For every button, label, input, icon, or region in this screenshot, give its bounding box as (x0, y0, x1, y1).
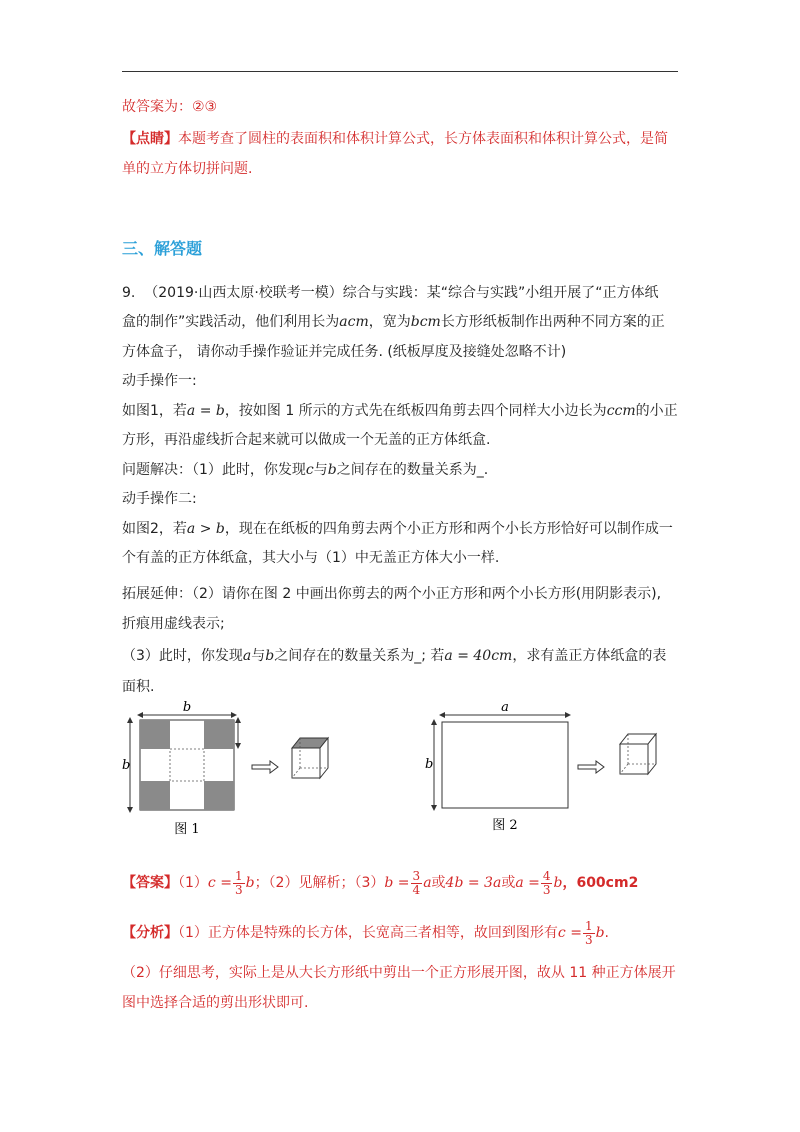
cut-corner (204, 781, 234, 810)
math-a-eq-40cm: a = 40cm (444, 648, 513, 664)
analysis-text: （1）正方体是特殊的长方体，长宽高三者相等，故回到图形有 (178, 925, 558, 941)
math-b: b (553, 875, 563, 891)
numerator: 4 (542, 868, 551, 883)
math-a-eq-b: a = b (186, 403, 225, 419)
section-title: 三、解答题 (122, 239, 203, 258)
math-a: a (423, 875, 432, 891)
answer-text: ；（2）见解析；（3） (254, 875, 385, 891)
arrow-right (252, 761, 278, 773)
answer-line (122, 868, 638, 898)
problem-line-9 (122, 518, 673, 540)
denominator: 3 (234, 882, 243, 897)
operation-1-heading: 动手操作一: (122, 373, 197, 389)
problem-text: 与 (313, 462, 328, 478)
problem-text: （3）此时，你发现 (122, 648, 243, 664)
problem-line-1 (122, 282, 659, 304)
math-b: b (245, 875, 255, 891)
board-rectangle (442, 722, 568, 808)
label-a: a (501, 700, 509, 715)
problem-text: 之间存在的数量关系为_; 若 (274, 648, 445, 664)
figure-2 (420, 700, 670, 840)
analysis-text: . (604, 925, 609, 941)
arrow-right (578, 761, 604, 773)
problem-text: 之间存在的数量关系为_. (336, 462, 489, 478)
denominator: 3 (584, 932, 593, 947)
problem-text: 如图2，若 (122, 521, 187, 537)
math-b: b (265, 648, 275, 664)
answer-text: （1） (178, 875, 208, 891)
answer-text: ，600cm2 (562, 875, 639, 891)
analysis-tag: 【分析】 (122, 925, 178, 941)
math-a-gt-b: a > b (186, 521, 225, 537)
operation-2-heading: 动手操作二: (122, 491, 197, 507)
problem-line-11: 拓展延伸：（2）请你在图 2 中画出你剪去的两个小正方形和两个小长方形(用阴影表示), (122, 586, 662, 602)
problem-source: （2019·山西太原·校联考一模）综合与实践：某“综合与实践”小组开展了“正方体纸 (144, 285, 659, 301)
label-b-top: b (182, 700, 192, 715)
problem-text: 与 (251, 648, 266, 664)
problem-line-3: 方体盒子， 请你动手操作验证并完成任务. (纸板厚度及接缝处忽略不计) (122, 344, 567, 360)
comment-line-1 (122, 128, 668, 150)
math-c-eq: c = (207, 875, 232, 891)
header-rule (122, 71, 678, 72)
problem-line-5 (122, 400, 678, 422)
problem-text: 长方形纸板制作出两种不同方案的正 (440, 314, 665, 330)
problem-text: ，宽为 (368, 314, 411, 330)
math-c: c (305, 462, 314, 478)
analysis-line-2: （2）仔细思考，实际上是从大长方形纸中剪出一个正方形展开图，故从 11 种正方体展开 (122, 965, 676, 981)
math-c-eq: c = (557, 925, 582, 941)
denominator: 4 (412, 882, 421, 897)
closed-cube (620, 734, 656, 774)
problem-text: ，现在在纸板的四角剪去两个小正方形和两个小长方形恰好可以制作成一 (224, 521, 673, 537)
comment-tag: 【点睛】 (122, 131, 178, 147)
label-b: b (425, 757, 434, 772)
problem-number: 9. (122, 285, 136, 301)
figure-1 (122, 700, 352, 840)
numerator: 1 (234, 868, 243, 883)
question-1 (122, 459, 488, 481)
cut-corner (140, 781, 170, 810)
math-a: a (242, 648, 252, 664)
math-ccm: ccm (606, 403, 636, 419)
math-b-eq: b = (384, 875, 410, 891)
problem-line-14: 面积. (122, 679, 155, 695)
math-acm: acm (339, 314, 369, 330)
cut-corner (204, 720, 234, 749)
comment-text-1: 本题考查了圆柱的表面积和体积计算公式，长方体表面积和体积计算公式，是简 (178, 131, 668, 147)
problem-line-13 (122, 645, 666, 667)
comment-line-2: 单的立方体切拼问题. (122, 161, 253, 177)
math-b: b (595, 925, 605, 941)
fraction-three-quarters (411, 870, 423, 897)
math-4b-eq-3a: 4b = 3a (445, 875, 502, 891)
figure-1-caption: 图 1 (174, 822, 200, 837)
problem-line-2 (122, 311, 665, 333)
answer-tag: 【答案】 (122, 875, 178, 891)
math-bcm: bcm (410, 314, 441, 330)
fraction-one-third (583, 920, 595, 947)
fraction-four-thirds (541, 870, 553, 897)
previous-answer: 故答案为：②③ (122, 99, 218, 115)
numerator: 1 (584, 918, 593, 933)
problem-text: ，求有盖正方体纸盒的表 (512, 648, 667, 664)
problem-text: ，按如图 1 所示的方式先在纸板四角剪去四个同样大小边长为 (224, 403, 607, 419)
math-a-eq: a = (515, 875, 540, 891)
answer-text: 或 (431, 875, 446, 891)
label-b-left: b (122, 758, 131, 773)
denominator: 3 (542, 882, 551, 897)
problem-line-6: 方形，再沿虚线折合起来就可以做成一个无盖的正方体纸盒. (122, 432, 491, 448)
analysis-line-1 (122, 918, 609, 948)
problem-line-12: 折痕用虚线表示; (122, 616, 225, 632)
open-cube (292, 738, 328, 778)
figure-2-caption: 图 2 (492, 818, 518, 833)
math-b: b (327, 462, 337, 478)
problem-text: 盒的制作”实践活动，他们利用长为 (122, 314, 340, 330)
answer-text: 或 (501, 875, 516, 891)
problem-text: 问题解决：（1）此时，你发现 (122, 462, 306, 478)
fraction-one-third (233, 870, 245, 897)
problem-text: 如图1，若 (122, 403, 187, 419)
analysis-line-3: 图中选择合适的剪出形状即可. (122, 995, 309, 1011)
numerator: 3 (412, 868, 421, 883)
problem-line-10: 个有盖的正方体纸盒，其大小与（1）中无盖正方体大小一样. (122, 550, 500, 566)
cut-corner (140, 720, 170, 749)
problem-text: 的小正 (635, 403, 678, 419)
